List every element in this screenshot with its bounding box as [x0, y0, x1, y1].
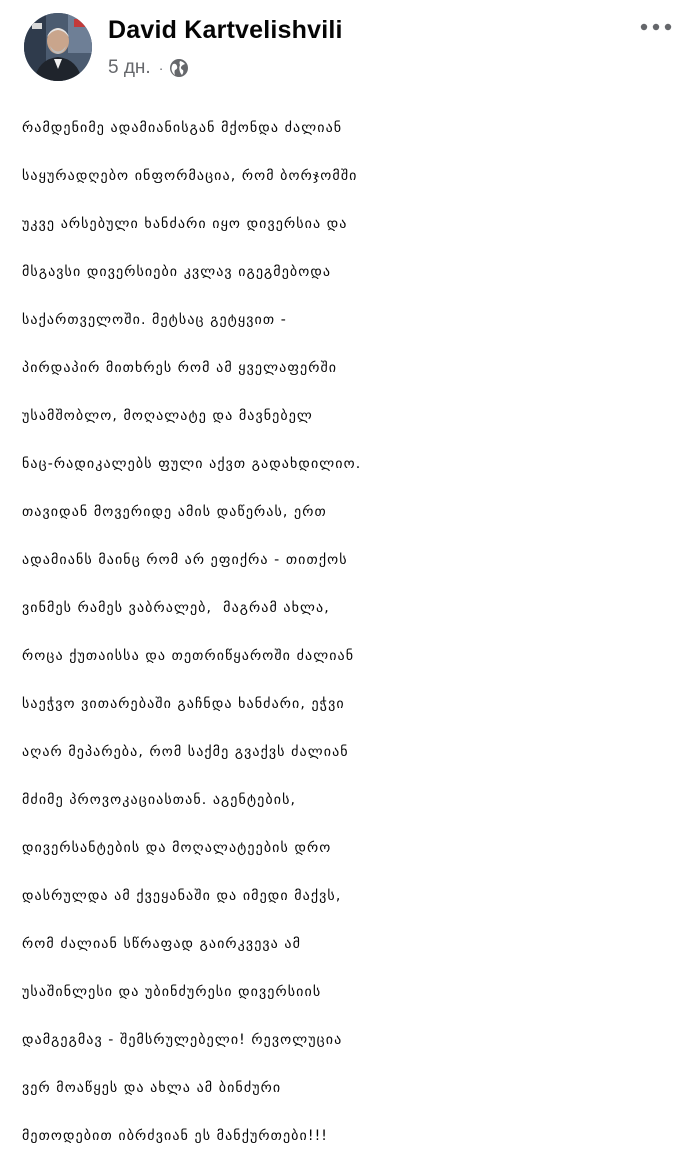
author-name[interactable]: David Kartvelishvili [108, 16, 343, 44]
post-text-line: თავიდან მოვერიდე ამის დაწერას, ერთ [22, 504, 327, 520]
post-header [0, 0, 700, 92]
post-text-line: ნაც-რადიკალებს ფული აქვთ გადახდილიო. [22, 456, 362, 472]
post-text-line: საეჭვო ვითარებაში გაჩნდა ხანძარი, ეჭვი [22, 696, 345, 712]
post-text-line: როცა ქუთაისსა და თეთრიწყაროში ძალიან [22, 648, 355, 664]
post-text-line: აღარ მეპარება, რომ საქმე გვაქვს ძალიან [22, 744, 349, 760]
post-text-line: უსაშინლესი და უბინძურესი დივერსიის [22, 984, 322, 1000]
post-text-line: დასრულდა ამ ქვეყანაში და იმედი მაქვს, [22, 888, 342, 904]
post-text-line: პირდაპირ მითხრეს რომ ამ ყველაფერში [22, 360, 338, 376]
post-text-line: მეთოდებით იბრძვიან ეს მანქურთები!!! [22, 1128, 328, 1144]
more-options-button[interactable] [636, 12, 676, 42]
post-text-line: ადამიანს მაინც რომ არ ეფიქრა - თითქოს [22, 552, 348, 568]
author-avatar[interactable] [24, 13, 92, 81]
post-text-line: საქართველოში. მეტსაც გეტყვით - [22, 312, 287, 328]
post-text-line: დივერსანტების და მოღალატეების დრო [22, 840, 332, 856]
globe-icon[interactable] [169, 58, 189, 78]
post-timestamp[interactable]: 5 дн. [108, 57, 151, 78]
profile-photo-icon [24, 13, 92, 81]
more-dots-icon [640, 23, 672, 31]
post-meta [108, 57, 189, 79]
post-text-line: მძიმე პროვოკაციასთან. აგენტების, [22, 792, 297, 808]
post-text-line: საყურადღებო ინფორმაცია, რომ ბორჯომში [22, 168, 358, 184]
post-text [22, 104, 692, 1160]
meta-separator: · [158, 60, 164, 76]
post-text-line: უკვე არსებული ხანძარი იყო დივერსია და [22, 216, 348, 232]
post-text-line: ვერ მოაწყეს და ახლა ამ ბინძური [22, 1080, 282, 1096]
post-text-line: უსამშობლო, მოღალატე და მავნებელ [22, 408, 313, 424]
post-text-line: დამგეგმავ - შემსრულებელი! რევოლუცია [22, 1032, 343, 1048]
post-text-line: ვინმეს რამეს ვაბრალებ, მაგრამ ახლა, [22, 600, 330, 616]
post-text-line: რომ ძალიან სწრაფად გაირკვევა ამ [22, 936, 302, 952]
post-text-line: მსგავსი დივერსიები კვლავ იგეგმებოდა [22, 264, 332, 280]
post-text-line: რამდენიმე ადამიანისგან მქონდა ძალიან [22, 120, 343, 136]
